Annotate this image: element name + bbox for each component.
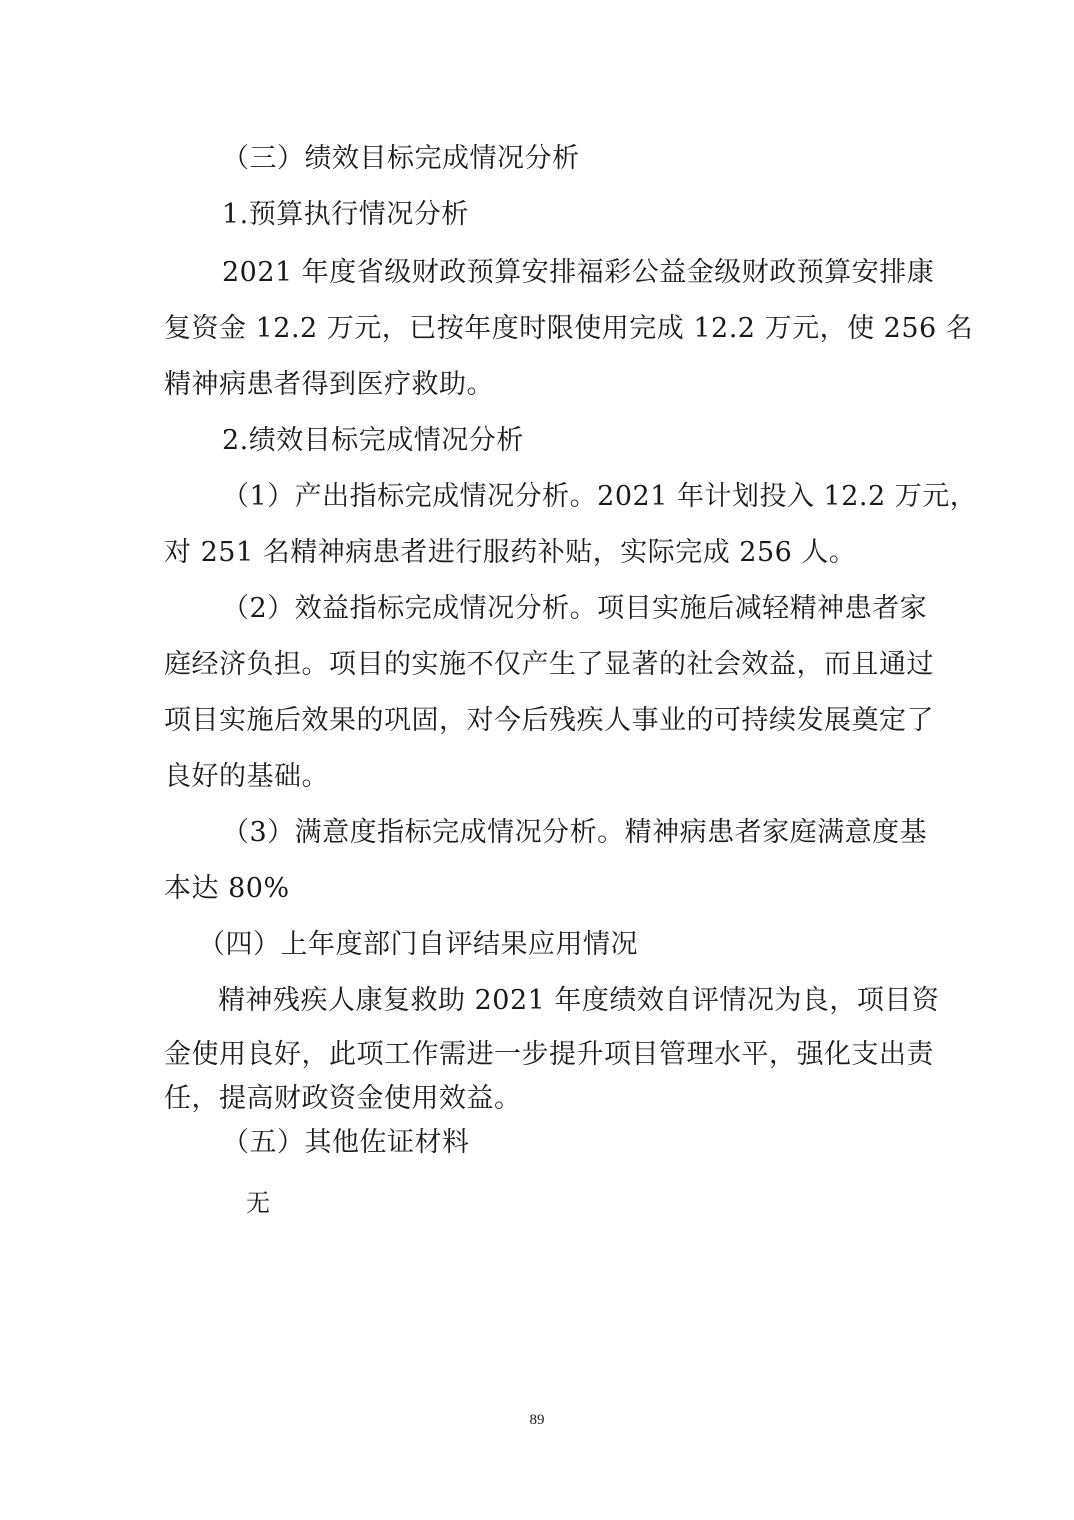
budget-para-line-3: 精神病患者得到医疗救助。 <box>164 369 494 400</box>
section-4-para-line-1: 精神残疾人康复救助 2021 年度绩效自评情况为良，项目资 <box>218 985 940 1016</box>
section-4-heading: （四）上年度部门自评结果应用情况 <box>198 929 638 960</box>
budget-execution-heading: 1.预算执行情况分析 <box>222 199 469 230</box>
performance-target-heading: 2.绩效目标完成情况分析 <box>222 425 524 456</box>
page-number: 89 <box>529 1412 545 1428</box>
section-5-heading: （五）其他佐证材料 <box>222 1127 470 1158</box>
budget-para-line-2: 复资金 12.2 万元，已按年度时限使用完成 12.2 万元，使 256 名 <box>164 313 974 344</box>
benefit-para-line-3: 项目实施后效果的巩固，对今后残疾人事业的可持续发展奠定了 <box>164 705 934 736</box>
satisfaction-para-line-2: 本达 80% <box>164 873 290 904</box>
section-4-para-line-2: 金使用良好，此项工作需进一步提升项目管理水平，强化支出责 <box>164 1039 934 1070</box>
section-3-heading: （三）绩效目标完成情况分析 <box>222 143 580 174</box>
output-para-line-1: （1）产出指标完成情况分析。2021 年计划投入 12.2 万元， <box>222 481 978 512</box>
budget-para-line-1: 2021 年度省级财政预算安排福彩公益金级财政预算安排康 <box>222 257 935 288</box>
benefit-para-line-2: 庭经济负担。项目的实施不仅产生了显著的社会效益，而且通过 <box>164 649 934 680</box>
output-para-line-2: 对 251 名精神病患者进行服药补贴，实际完成 256 人。 <box>164 537 857 568</box>
section-4-para-line-3: 任，提高财政资金使用效益。 <box>164 1083 522 1114</box>
satisfaction-para-line-1: （3）满意度指标完成情况分析。精神病患者家庭满意度基 <box>222 817 928 848</box>
section-5-content: 无 <box>246 1189 271 1217</box>
benefit-para-line-1: （2）效益指标完成情况分析。项目实施后减轻精神患者家 <box>222 593 928 624</box>
benefit-para-line-4: 良好的基础。 <box>164 761 329 792</box>
